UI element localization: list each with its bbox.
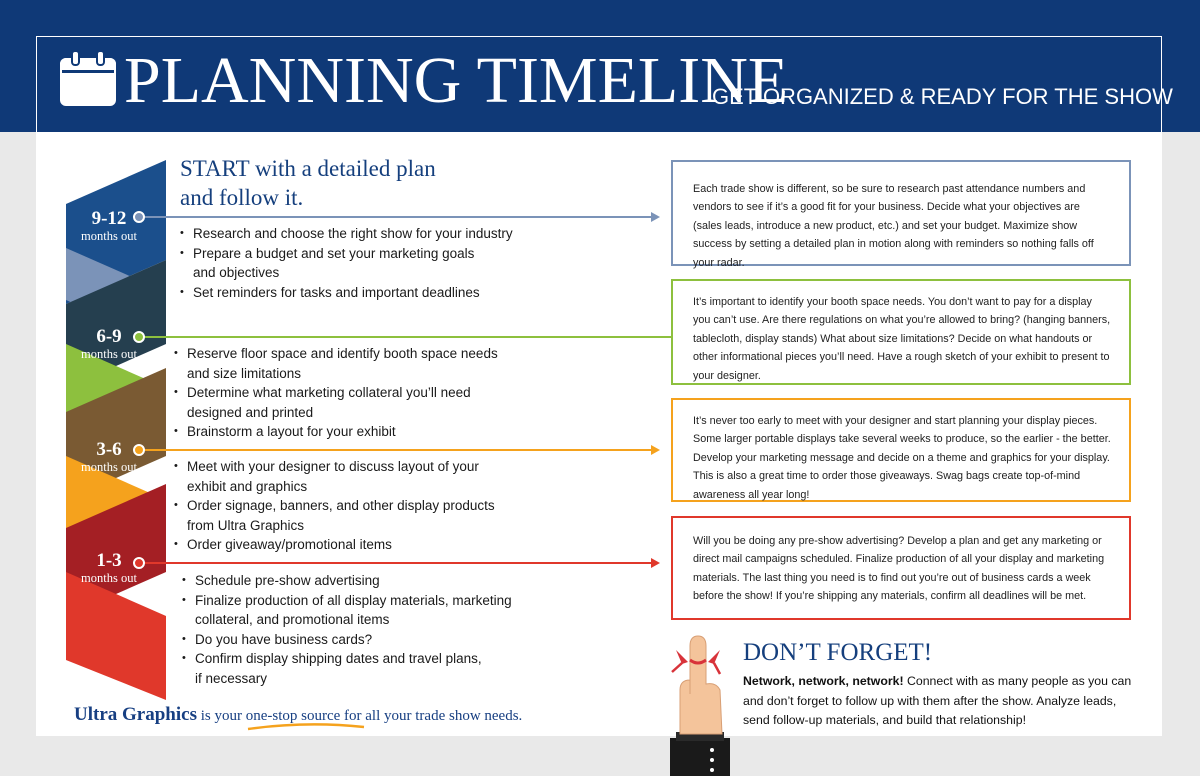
connector-1-3 — [145, 562, 651, 564]
connector-3-6 — [145, 449, 651, 451]
phase-unit: months out — [81, 347, 137, 361]
phase-range: 6-9 — [96, 326, 122, 347]
dont-forget-body: Connect with as many people as you can and don’t forget to follow up with them after the show. Analyze leads, send follow-up materials, and build that relationship! — [743, 674, 1132, 728]
page-title: PLANNING TIMELINE — [124, 44, 789, 117]
start-heading-line2: and follow it. — [180, 185, 304, 210]
list-item: • Do you have business cards? — [182, 630, 512, 650]
list-item: • Prepare a budget and set your marketing goals and objectives — [180, 244, 513, 283]
list-item: • Finalize production of all display materials, marketing collateral, and promotional items — [182, 591, 512, 630]
connector-9-12 — [145, 216, 651, 218]
swoosh-underline — [246, 721, 366, 731]
phase-range: 1-3 — [96, 550, 122, 571]
phase-6-9-checklist — [174, 344, 498, 442]
phase-9-12-description-box: Each trade show is different, so be sure to research past attendance numbers and vendors to see if it’s a good fit for your business. Decide what your objectives are (sales leads, introduce a new product, etc.) and set your budget. Maximize show success by setting a detailed plan in motion along with reminders so nothing falls off your radar. — [671, 160, 1131, 266]
phase-unit: months out — [81, 571, 137, 585]
phase-range: 3-6 — [96, 439, 122, 460]
page-subtitle: GET ORGANIZED & READY FOR THE SHOW — [712, 84, 1173, 109]
phase-1-3-checklist — [182, 571, 512, 688]
phase-9-12-checklist — [180, 224, 513, 302]
phase-label-6-9 — [73, 326, 145, 361]
dont-forget-text — [743, 672, 1143, 731]
list-item: • Determine what marketing collateral you’ll need designed and printed — [174, 383, 498, 422]
list-item: • Order signage, banners, and other display products from Ultra Graphics — [174, 496, 495, 535]
start-heading — [180, 154, 436, 212]
dont-forget-heading: DON’T FORGET! — [743, 639, 933, 666]
brand-name: Ultra Graphics — [74, 704, 197, 725]
phase-label-3-6 — [73, 439, 145, 474]
list-item: • Order giveaway/promotional items — [174, 535, 495, 555]
list-item: • Brainstorm a layout for your exhibit — [174, 422, 498, 442]
list-item: • Confirm display shipping dates and travel plans, if necessary — [182, 649, 512, 688]
calendar-icon — [58, 50, 118, 110]
list-item: • Reserve floor space and identify booth space needs and size limitations — [174, 344, 498, 383]
timeline-dot-6-9 — [133, 331, 145, 343]
arrow-icon — [651, 558, 660, 568]
start-heading-line1: START with a detailed plan — [180, 156, 436, 181]
list-item: • Set reminders for tasks and important deadlines — [180, 283, 513, 303]
list-item: • Research and choose the right show for your industry — [180, 224, 513, 244]
phase-3-6-description-box: It’s never too early to meet with your designer and start planning your display pieces. Some larger portable displays take several weeks to produce, so the earlier - the better. Develop your marketing message and decide on a theme and graphics for your display. This is also a great time to order those giveaways. Swag bags create top-of-mind awareness all year long! — [671, 398, 1131, 502]
phase-unit: months out — [81, 229, 137, 243]
hand-with-string-icon — [662, 632, 738, 776]
timeline-dot-3-6 — [133, 444, 145, 456]
arrow-icon — [651, 212, 660, 222]
phase-unit: months out — [81, 460, 137, 474]
list-item: • Meet with your designer to discuss layout of your exhibit and graphics — [174, 457, 495, 496]
phase-1-3-description-box: Will you be doing any pre-show advertising? Develop a plan and get any marketing or direct mail campaigns scheduled. Finalize production of all your display and marketing materials. The last thing you need is to find out you’re out of business cards a week before the show! If you’re shipping any materials, confirm all deadlines will be met. — [671, 516, 1131, 620]
phase-range: 9-12 — [91, 208, 127, 229]
dont-forget-emphasis: Network, network, network! — [743, 674, 904, 688]
arrow-icon — [651, 445, 660, 455]
connector-6-9 — [145, 336, 671, 338]
timeline-dot-9-12 — [133, 211, 145, 223]
phase-3-6-checklist — [174, 457, 495, 555]
timeline-dot-1-3 — [133, 557, 145, 569]
phase-6-9-description-box: It’s important to identify your booth space needs. You don’t want to pay for a display you can’t use. Are there regulations on what you’re allowed to bring? (hanging banners, tablecloth, display stands) What about size limitations? Decide on what handouts or other informational pieces you’ll need. Have a rough sketch of your exhibit to present to your designer. — [671, 279, 1131, 385]
list-item: • Schedule pre-show advertising — [182, 571, 512, 591]
tagline-text: is your one-stop source for all your trade show needs. — [196, 708, 523, 724]
